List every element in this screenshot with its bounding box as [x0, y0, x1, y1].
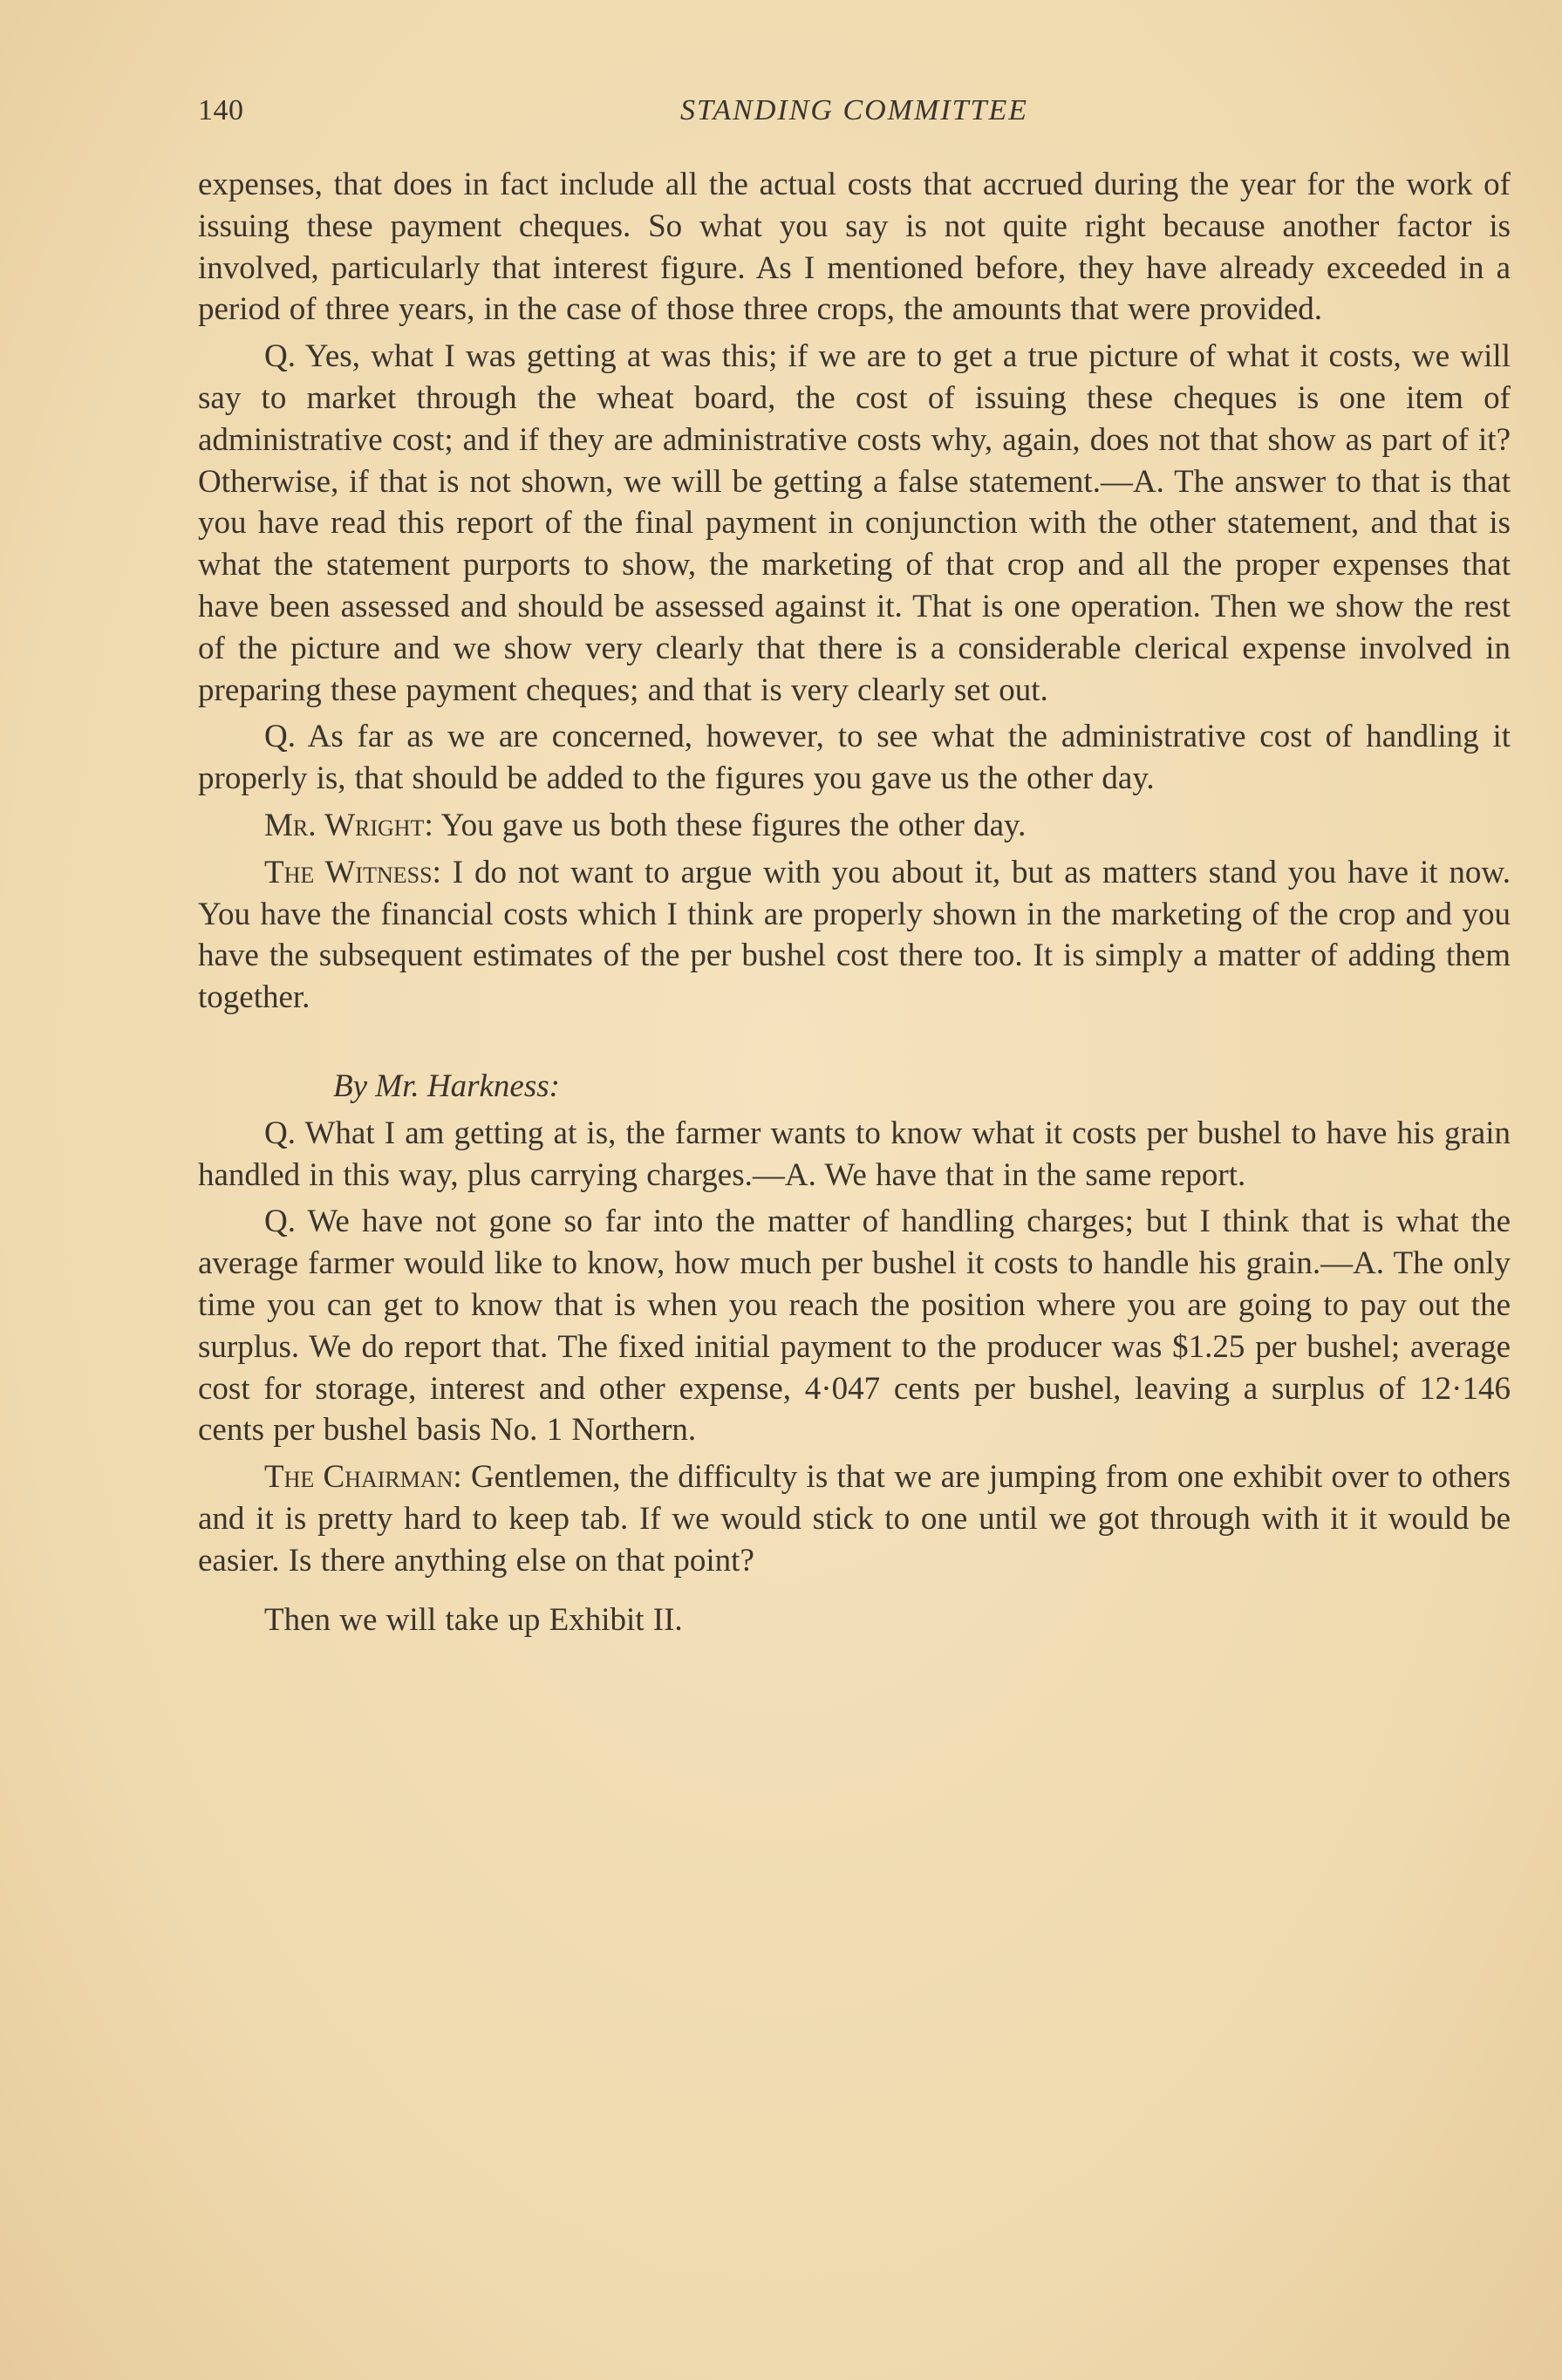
speaker-name: The Chairman: [264, 1459, 454, 1496]
running-title: STANDING COMMITTEE: [680, 94, 1028, 126]
paragraph-continuation: expenses, that does in fact include all the actual costs that accrued during the year for the work of issuing these payment cheques. So what you say is not quite right because another factor is involved, particularly that interest figure. As I mentioned before, they have already exceeded in a period of three years, in the case of those three crops, the amounts that were provided.: [198, 167, 1511, 328]
speaker-name: Mr. Wright: [264, 807, 425, 843]
paragraph-the-witness: [198, 852, 1511, 1019]
speech-text: : I do not want to argue with you about it, but as matters stand you have it now. You have the financial costs which I think are properly shown in the marketing of the crop and you have the subsequent estimates of the per bushel cost there too. It is simply a matter of adding them together.: [198, 854, 1511, 1016]
speech-text: : You gave us both these figures the other day.: [424, 807, 1027, 843]
running-head: [198, 87, 1511, 148]
page-body: [198, 87, 1511, 1640]
paragraph-question-true-picture: Q. Yes, what I was getting at was this; if we are to get a true picture of what it costs, we will say to market through the wheat board, the cost of issuing these cheques is one item of administrative cost; and if they are administrative costs why, again, does not that show as part of it? Otherwise, if that is not shown, we will be getting a false statement.—A. The answer to that is that you have read this report of the final payment in conjunction with the other statement, and that is what the statement purports to show, the marketing of that crop and all the proper expenses that have been assessed and should be assessed against it. That is one operation. Then we show the rest of the picture and we show very clearly that there is a considerable clerical expense involved in preparing these payment cheques; and that is very clearly set out.: [198, 338, 1511, 708]
speaker-name: The Witness: [264, 854, 433, 890]
page-number: 140: [198, 94, 244, 126]
speech-text: : Gentlemen, the difficulty is that we are jumping from one exhibit over to others and it is pretty hard to keep tab. If we would stick to one until we got through with it it would be easier. Is there anything else on that point?: [198, 1459, 1511, 1579]
paragraph-question-handling-charges: Q. We have not gone so far into the matter of handling charges; but I think that is what the average farmer would like to know, how much per bushel it costs to handle his grain.—A. The only time you can get to know that is when you reach the position where you are going to pay out the surplus. We do report that. The fixed initial payment to the producer was $1.25 per bushel; average cost for storage, interest and other expense, 4·047 cents per bushel, leaving a surplus of 12·146 cents per bushel basis No. 1 Northern.: [198, 1204, 1511, 1449]
paragraph-question-administrative-cost: Q. As far as we are concerned, however, to see what the administrative cost of handling it properly is, that should be added to the figures you gave us the other day.: [198, 719, 1511, 797]
transcript-text: [198, 164, 1511, 1640]
paragraph-the-chairman: [198, 1456, 1511, 1581]
paragraph-exhibit-ii: Then we will take up Exhibit II.: [264, 1601, 683, 1638]
paragraph-question-cost-per-bushel: Q. What I am getting at is, the farmer wants to know what it costs per bushel to have his grain handled in this way, plus carrying charges.—A. We have that in the same report.: [198, 1115, 1511, 1193]
paragraph-mr-wright: [198, 805, 1511, 847]
section-heading-by-mr-harkness: By Mr. Harkness:: [333, 1067, 560, 1104]
